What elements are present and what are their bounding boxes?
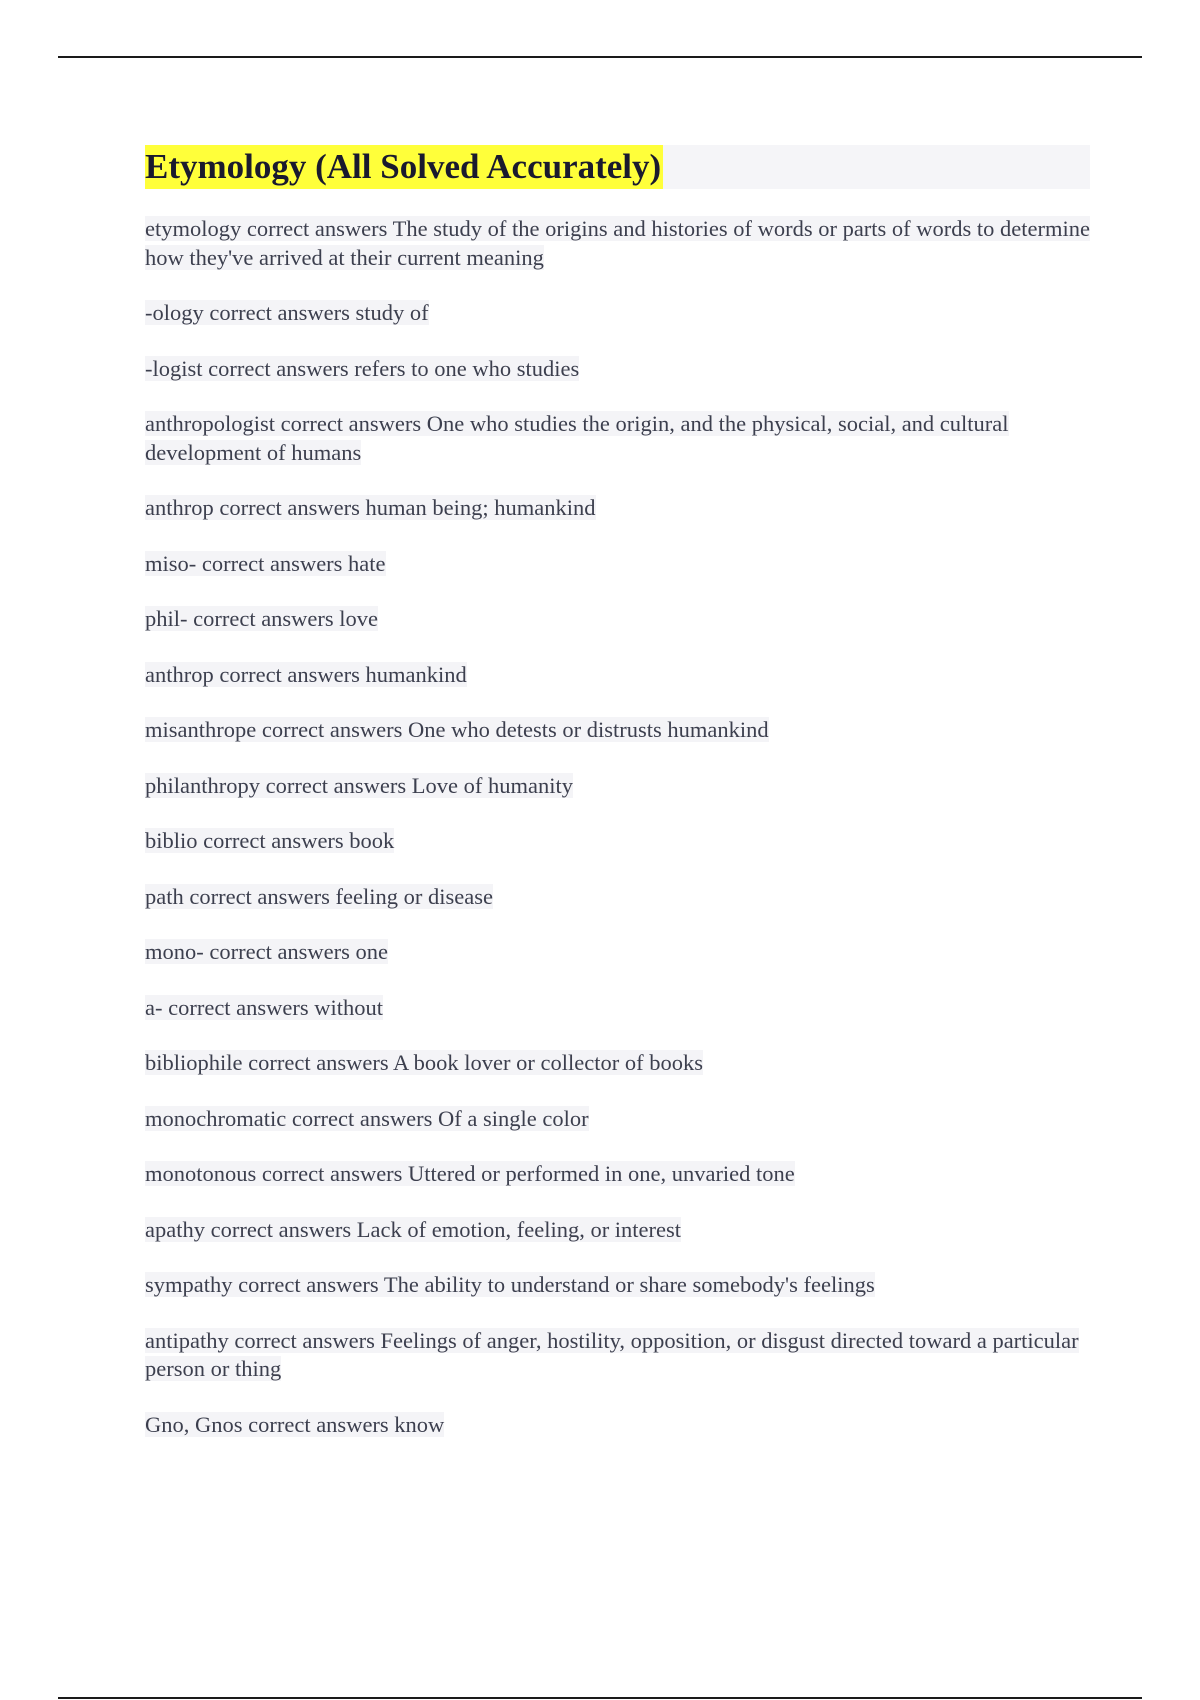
list-item bbox=[145, 410, 1090, 467]
entry-text: sympathy correct answers The ability to understand or share somebody's feelings bbox=[145, 1272, 875, 1297]
list-item bbox=[145, 827, 1090, 856]
list-item bbox=[145, 1216, 1090, 1245]
entry-text: etymology correct answers The study of the origins and histories of words or parts of words to determine how they've arrived at their current meaning bbox=[145, 216, 1090, 270]
list-item bbox=[145, 938, 1090, 967]
entry-text: misanthrope correct answers One who detests or distrusts humankind bbox=[145, 717, 769, 742]
entry-text: path correct answers feeling or disease bbox=[145, 883, 493, 909]
list-item bbox=[145, 716, 1090, 745]
entry-text: antipathy correct answers Feelings of anger, hostility, opposition, or disgust directed toward a particular person or thing bbox=[145, 1327, 1079, 1381]
list-item bbox=[145, 1049, 1090, 1078]
list-item bbox=[145, 883, 1090, 912]
list-item bbox=[145, 355, 1090, 384]
entry-text: philanthropy correct answers Love of humanity bbox=[145, 772, 573, 798]
list-item bbox=[145, 772, 1090, 801]
list-item bbox=[145, 605, 1090, 634]
document-body bbox=[145, 145, 1090, 1466]
header-rule bbox=[58, 56, 1142, 58]
list-item bbox=[145, 661, 1090, 690]
list-item bbox=[145, 1411, 1090, 1440]
document-title: Etymology (All Solved Accurately) bbox=[145, 145, 663, 189]
list-item bbox=[145, 1105, 1090, 1134]
title-band bbox=[145, 145, 1090, 189]
entry-text: biblio correct answers book bbox=[145, 828, 395, 853]
entry-text: monochromatic correct answers Of a single color bbox=[145, 1105, 589, 1131]
entry-text: phil- correct answers love bbox=[145, 606, 379, 631]
list-item bbox=[145, 1327, 1090, 1384]
entry-text: miso- correct answers hate bbox=[145, 550, 386, 576]
entry-list bbox=[145, 215, 1090, 1439]
list-item bbox=[145, 215, 1090, 272]
entry-text: bibliophile correct answers A book lover or collector of books bbox=[145, 1050, 703, 1075]
entry-text: apathy correct answers Lack of emotion, feeling, or interest bbox=[145, 1216, 682, 1242]
entry-text: a- correct answers without bbox=[145, 994, 384, 1020]
entry-text: mono- correct answers one bbox=[145, 939, 389, 964]
entry-text: Gno, Gnos correct answers know bbox=[145, 1411, 445, 1437]
entry-text: anthropologist correct answers One who studies the origin, and the physical, social, and cultural development of humans bbox=[145, 411, 1009, 465]
entry-text: anthrop correct answers human being; humankind bbox=[145, 495, 596, 520]
entry-text: -logist correct answers refers to one who studies bbox=[145, 355, 580, 381]
list-item bbox=[145, 550, 1090, 579]
entry-text: anthrop correct answers humankind bbox=[145, 661, 467, 687]
list-item bbox=[145, 994, 1090, 1023]
entry-text: monotonous correct answers Uttered or performed in one, unvaried tone bbox=[145, 1161, 795, 1186]
list-item bbox=[145, 299, 1090, 328]
list-item bbox=[145, 1160, 1090, 1189]
footer-rule bbox=[58, 1697, 1142, 1699]
entry-text: -ology correct answers study of bbox=[145, 300, 429, 325]
list-item bbox=[145, 1271, 1090, 1300]
list-item bbox=[145, 494, 1090, 523]
